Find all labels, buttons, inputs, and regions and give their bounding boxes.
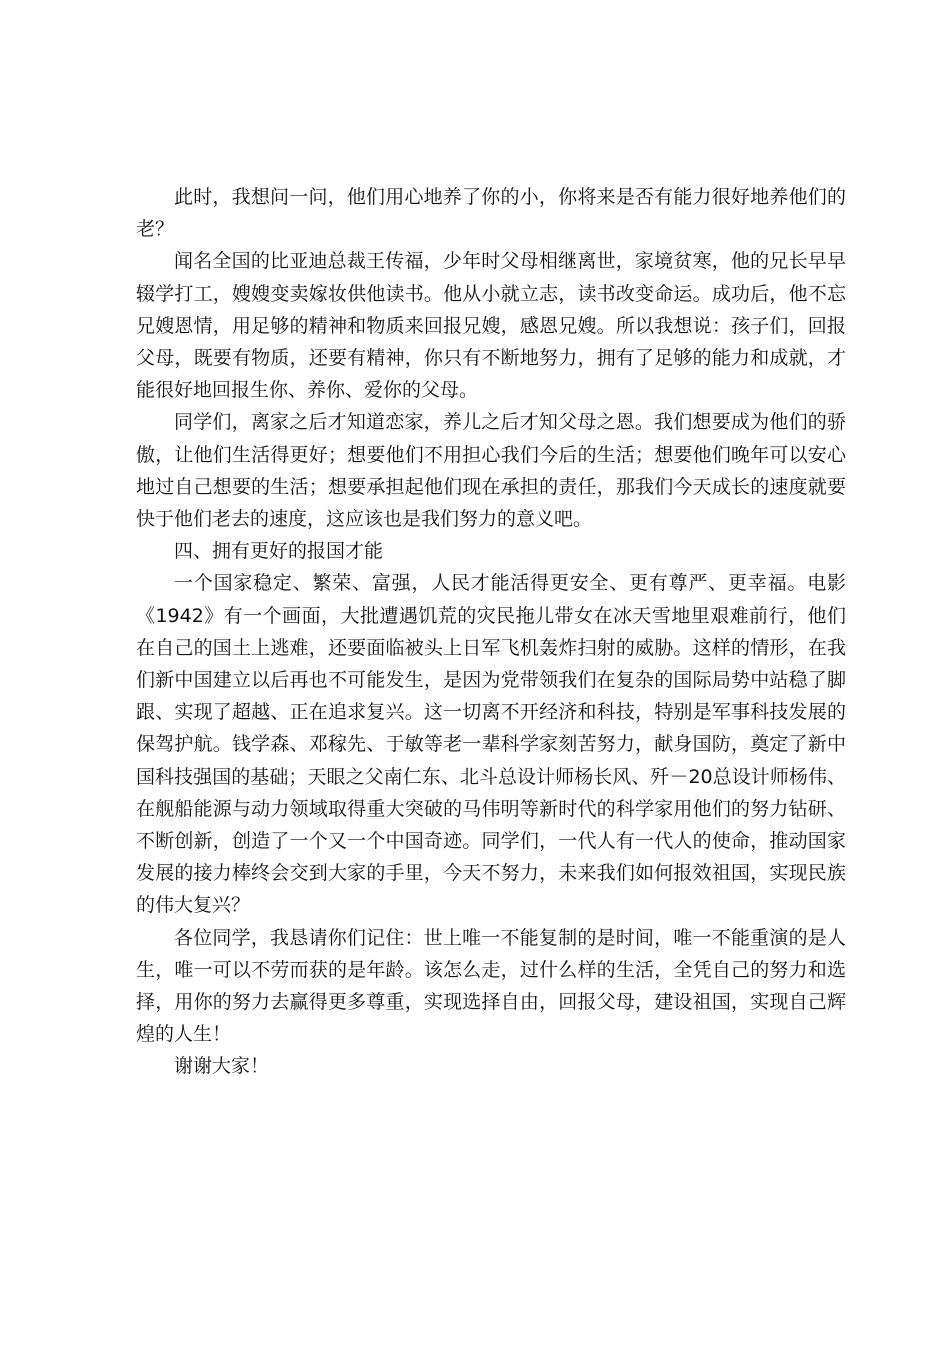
section-heading: 四、拥有更好的报国才能 — [174, 540, 384, 563]
paragraph-byd-story: 闻名全国的比亚迪总裁王传福，少年时父母相继离世，家境贫寒，他的兄长早早辍学打工，嫂嫂变卖嫁妆供他读书。他从小就立志，读书改变命运。成功后，他不忘兄嫂恩情，用足够的精神和物质来回报兄嫂，感恩兄嫂。所以我想说：孩子们，回报父母，既要有物质，还要有精神，你只有不断地努力，拥有了足够的能力和成就，才能很好地回报生你、养你、爱你的父母。 — [136, 250, 846, 402]
paragraph-country: 一个国家稳定、繁荣、富强，人民才能活得更安全、更有尊严、更幸福。电影《1942》有一个画面，大批遭遇饥荒的灾民拖儿带女在冰天雪地里艰难前行，他们在自己的国土上逃难，还要面临被头上日军飞机轰炸扫射的威胁。这样的情形，在我们新中国建立以后再也不可能发生，是因为党带领我们在复杂的国际局势中站稳了脚跟、实现了超越、正在追求复兴。这一切离不开经济和科技，特别是军事科技发展的保驾护航。钱学森、邓稼先、于敏等老一辈科学家刻苦努力，献身国防，奠定了新中国科技强国的基础；天眼之父南仁东、北斗总设计师杨长风、歼－20总设计师杨伟、在舰船能源与动力领域取得重大突破的马伟明等新时代的科学家用他们的努力钻研、不断创新，创造了一个又一个中国奇迹。同学们，一代人有一代人的使命，推动国家发展的接力棒终会交到大家的手里，今天不努力，未来我们如何报效祖国，实现民族的伟大复兴？ — [136, 572, 846, 917]
paragraph-remember: 各位同学，我恳请你们记住：世上唯一不能复制的是时间，唯一不能重演的是人生，唯一可以不劳而获的是年龄。该怎么走，过什么样的生活，全凭自己的努力和选择，用你的努力去赢得更多尊重，实现选择自由，回报父母，建设祖国，实现自己辉煌的人生！ — [136, 926, 846, 1046]
paragraph-question: 此时，我想问一问，他们用心地养了你的小，你将来是否有能力很好地养他们的老？ — [136, 186, 846, 241]
paragraph-classmates: 同学们，离家之后才知道恋家，养儿之后才知父母之恩。我们想要成为他们的骄傲，让他们生活得更好；想要他们不用担心我们今后的生活；想要他们晚年可以安心地过自己想要的生活；想要承担起他们现在承担的责任，那我们今天成长的速度就要快于他们老去的速度，这应该也是我们努力的意义吧。 — [136, 411, 846, 531]
document-body — [136, 181, 846, 1083]
paragraph-thanks: 谢谢大家！ — [174, 1055, 270, 1078]
